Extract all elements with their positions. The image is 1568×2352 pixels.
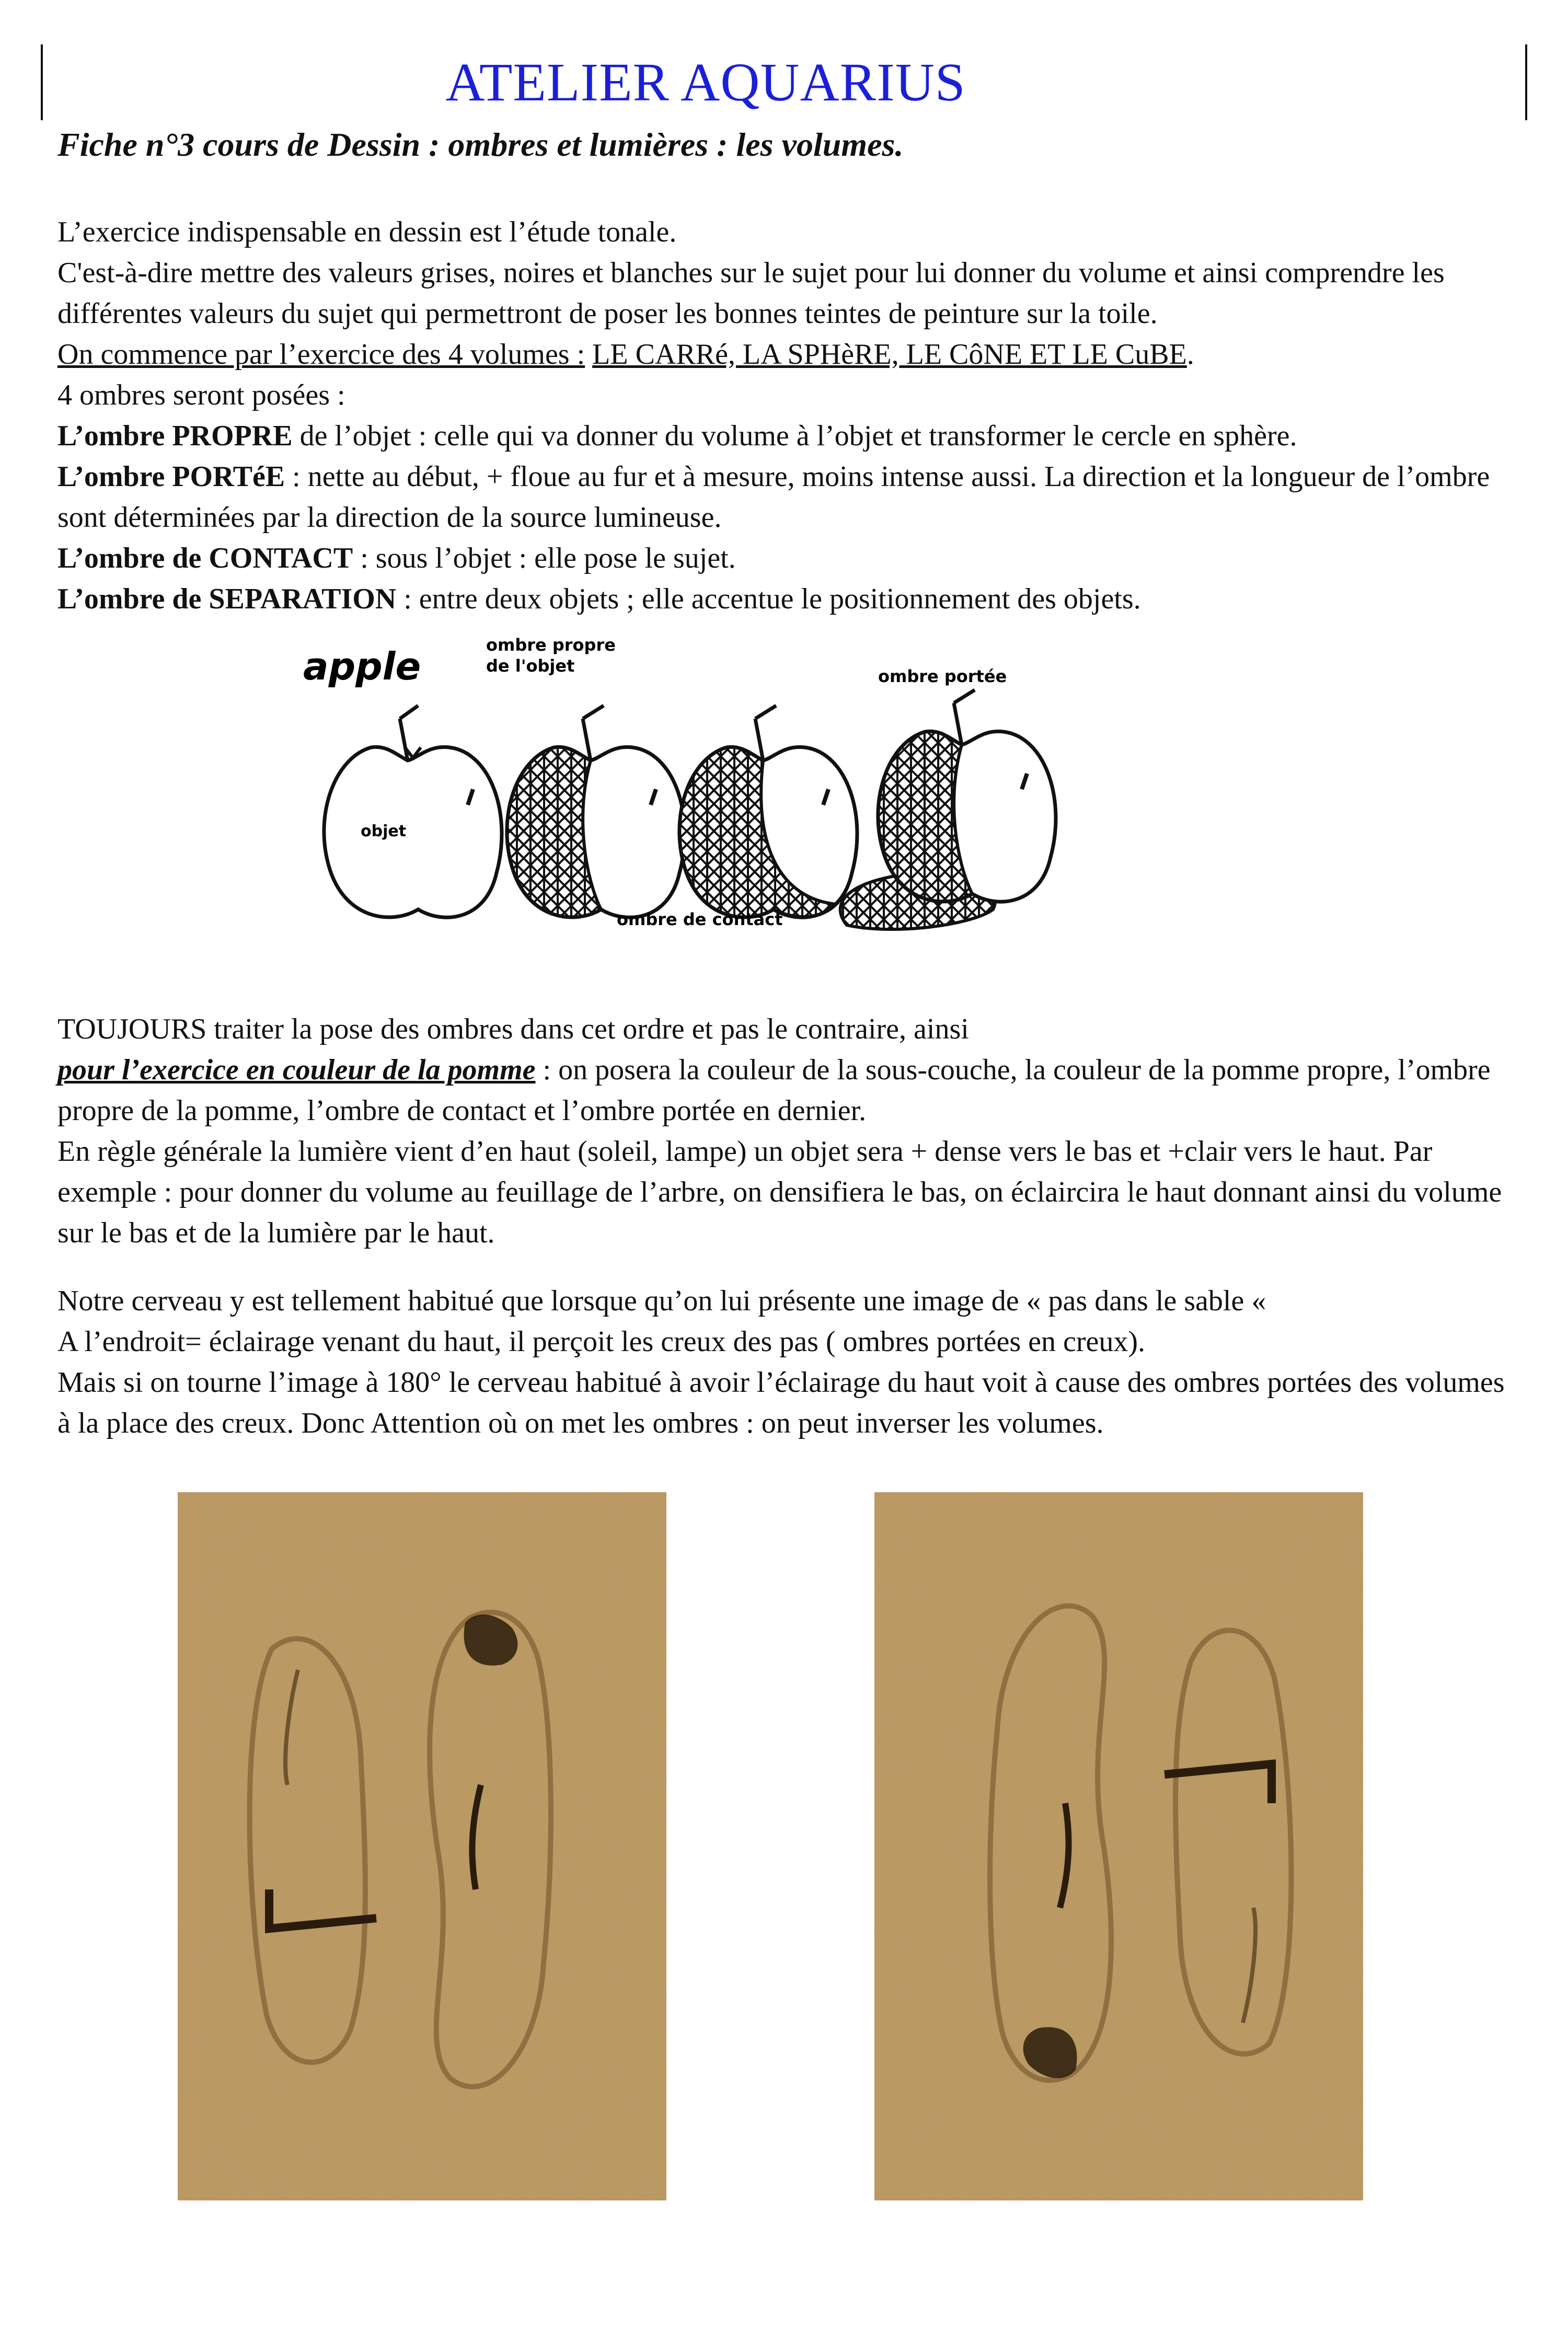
intro-block [57, 212, 1516, 619]
intro-line-1: L’exercice indispensable en dessin est l’étude tonale. [57, 216, 677, 248]
brain-line-1: Notre cerveau y est tellement habitué que lorsque qu’on lui présente une image de « pas dans le sable « [57, 1285, 1266, 1317]
shadow-item [57, 538, 1516, 579]
shadow-term: L’ombre PROPRE [57, 420, 293, 452]
apple-exercise-emphasis: pour l’exercice en couleur de la pomme [57, 1054, 536, 1086]
brain-line-2: A l’endroit= éclairage venant du haut, il perçoit les creux des pas ( ombres portées en creux). [57, 1325, 1146, 1358]
volumes-intro: On commence par l’exercice des 4 volumes : [57, 338, 585, 371]
shadow-item [57, 456, 1516, 538]
order-line-2 [57, 1050, 1516, 1131]
shadow-term: L’ombre PORTéE [57, 460, 285, 493]
portee-label: ombre portée [878, 666, 1007, 686]
shadow-desc: : entre deux objets ; elle accentue le positionnement des objets. [396, 583, 1141, 615]
contact-label: ombre de contact [617, 909, 783, 929]
shadow-item [57, 416, 1516, 456]
sand-footprints-photo-rotated [874, 1492, 1363, 2200]
apple-object-drawing [324, 706, 502, 917]
intro-line-3 [57, 334, 1516, 375]
order-line-3: En règle générale la lumière vient d’en haut (soleil, lampe) un objet sera + dense vers le bas et +clair vers le haut. Par exemple : pour donner du volume au feuillage de l’arbre, on densifiera le bas, on éclaircira le haut donnant ainsi du volume sur le bas et de la lumière par le haut. [57, 1135, 1502, 1249]
intro-line-2: C'est-à-dire mettre des valeurs grises, noires et blanches sur le sujet pour lui donner du volume et ainsi comprendre les différentes valeurs du sujet qui permettront de poser les bonnes teintes de peinture sur la toile. [57, 257, 1445, 330]
shadow-desc: de l’objet : celle qui va donner du volume à l’objet et transformer le cercle en sphère. [292, 420, 1297, 452]
right-margin-mark [1525, 44, 1527, 120]
shadow-desc: : nette au début, + floue au fur et à mesure, moins intense aussi. La direction et la longueur de l’ombre sont déterminées par la direction de la source lumineuse. [57, 460, 1490, 534]
shadow-desc: : sous l’objet : elle pose le sujet. [353, 542, 736, 574]
apple-shadow-illustration [293, 627, 1108, 951]
apple-cast-shadow-drawing [840, 690, 1056, 929]
shadow-term: L’ombre de CONTACT [57, 542, 353, 574]
order-block [57, 1009, 1516, 1253]
apple-own-shadow-drawing [507, 706, 685, 917]
objet-label: objet [361, 822, 407, 840]
apple-label: apple [303, 644, 421, 688]
brain-line-3: Mais si on tourne l’image à 180° le cerveau habitué à avoir l’éclairage du haut voit à cause des ombres portées des volumes à la place des creux. Donc Attention où on met les ombres : on peut inverser les volumes. [57, 1366, 1505, 1439]
apple-contact-shadow-drawing [679, 706, 857, 917]
shadow-item [57, 579, 1516, 619]
apple-exercise-text: : on posera la couleur de la sous-couche, la couleur de la pomme propre, l’ombre propre de la pomme, l’ombre de contact et l’ombre portée en dernier. [57, 1054, 1491, 1127]
intro-line-4: 4 ombres seront posées : [57, 379, 345, 411]
propre-label-2: de l'objet [486, 656, 575, 676]
page-subtitle: Fiche n°3 cours de Dessin : ombres et lumières : les volumes. [57, 126, 904, 163]
volumes-list: LE CARRé, LA SPHèRE, LE CôNE ET LE CuBE [592, 338, 1187, 371]
volumes-end: . [1186, 338, 1194, 371]
brain-block [57, 1281, 1516, 1444]
page-title: ATELIER AQUARIUS [445, 52, 966, 112]
propre-label-1: ombre propre [486, 635, 616, 655]
order-line-1: TOUJOURS traiter la pose des ombres dans cet ordre et pas le contraire, ainsi [57, 1013, 969, 1045]
sand-footprints-photo-upright [178, 1492, 666, 2200]
shadow-term: L’ombre de SEPARATION [57, 583, 397, 615]
